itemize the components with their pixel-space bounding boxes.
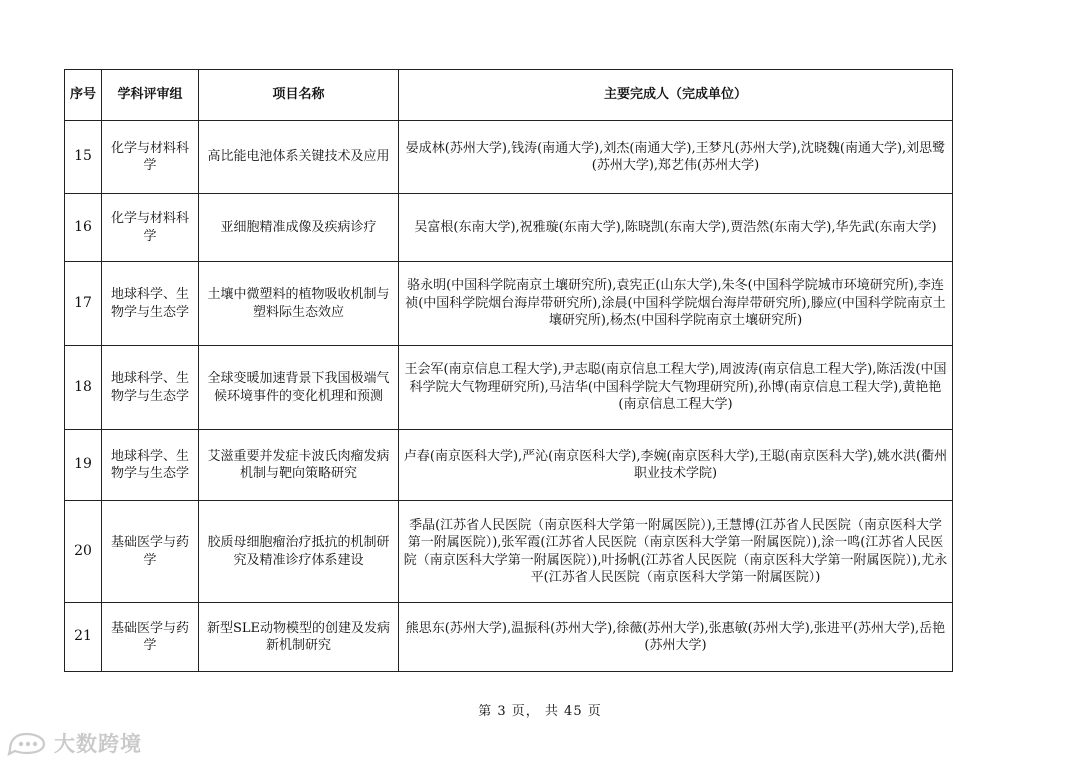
row-group: 基础医学与药学 (102, 603, 199, 672)
row-group: 地球科学、生物学与生态学 (102, 262, 199, 346)
watermark-text: 大数跨境 (54, 732, 142, 756)
row-seq: 15 (65, 121, 102, 194)
table-row (65, 262, 953, 346)
row-seq: 19 (65, 430, 102, 501)
row-project: 土壤中微塑料的植物吸收机制与塑料际生态效应 (199, 262, 399, 346)
header-project: 项目名称 (199, 70, 399, 121)
row-group: 化学与材料科学 (102, 194, 199, 262)
row-people: 王会军(南京信息工程大学),尹志聪(南京信息工程大学),周波涛(南京信息工程大学),陈活泼(中国科学院大气物理研究所),马洁华(中国科学院大气物理研究所),孙博(南京信息工程大学),黄艳艳(南京信息工程大学) (399, 346, 953, 430)
row-people: 吴富根(东南大学),祝雅璇(东南大学),陈晓凯(东南大学),贾浩然(东南大学),华先武(东南大学) (399, 194, 953, 262)
row-seq: 17 (65, 262, 102, 346)
watermark (6, 728, 142, 758)
row-project: 新型SLE动物模型的创建及发病新机制研究 (199, 603, 399, 672)
table-row (65, 346, 953, 430)
row-project: 高比能电池体系关键技术及应用 (199, 121, 399, 194)
header-group: 学科评审组 (102, 70, 199, 121)
row-people: 骆永明(中国科学院南京土壤研究所),袁宪正(山东大学),朱冬(中国科学院城市环境研究所),李连祯(中国科学院烟台海岸带研究所),涂晨(中国科学院烟台海岸带研究所),滕应(中国科学院南京土壤研究所),杨杰(中国科学院南京土壤研究所) (399, 262, 953, 346)
table-row (65, 430, 953, 501)
row-project: 艾滋重要并发症卡波氏肉瘤发病机制与靶向策略研究 (199, 430, 399, 501)
row-project: 全球变暖加速背景下我国极端气候环境事件的变化机理和预测 (199, 346, 399, 430)
row-seq: 16 (65, 194, 102, 262)
page-number: 第 3 页， 共 45 页 (478, 704, 602, 719)
table-header-row (65, 70, 953, 121)
row-people: 季晶(江苏省人民医院（南京医科大学第一附属医院）),王慧博(江苏省人民医院（南京医科大学第一附属医院）),张军霞(江苏省人民医院（南京医科大学第一附属医院）),涂一鸣(江苏省人民医院（南京医科大学第一附属医院）),叶扬帆(江苏省人民医院（南京医科大学第一附属医院）),尤永平(江苏省人民医院（南京医科大学第一附属医院）) (399, 501, 953, 603)
row-group: 地球科学、生物学与生态学 (102, 346, 199, 430)
table-row (65, 121, 953, 194)
row-group: 地球科学、生物学与生态学 (102, 430, 199, 501)
row-project: 亚细胞精准成像及疾病诊疗 (199, 194, 399, 262)
row-seq: 20 (65, 501, 102, 603)
chat-bubble-icon (6, 730, 50, 756)
table-row (65, 501, 953, 603)
table-row (65, 194, 953, 262)
row-seq: 21 (65, 603, 102, 672)
row-people: 卢春(南京医科大学),严沁(南京医科大学),李婉(南京医科大学),王聪(南京医科大学),姚水洪(衢州职业技术学院) (399, 430, 953, 501)
header-seq: 序号 (65, 70, 102, 121)
header-people: 主要完成人（完成单位） (399, 70, 953, 121)
row-group: 基础医学与药学 (102, 501, 199, 603)
row-people: 熊思东(苏州大学),温振科(苏州大学),徐薇(苏州大学),张惠敏(苏州大学),张进平(苏州大学),岳艳(苏州大学) (399, 603, 953, 672)
row-seq: 18 (65, 346, 102, 430)
row-group: 化学与材料科学 (102, 121, 199, 194)
row-project: 胶质母细胞瘤治疗抵抗的机制研究及精准诊疗体系建设 (199, 501, 399, 603)
row-people: 晏成林(苏州大学),钱涛(南通大学),刘杰(南通大学),王梦凡(苏州大学),沈晓魏(南通大学),刘思鹭(苏州大学),郑艺伟(苏州大学) (399, 121, 953, 194)
table-row (65, 603, 953, 672)
awards-table (64, 69, 953, 672)
